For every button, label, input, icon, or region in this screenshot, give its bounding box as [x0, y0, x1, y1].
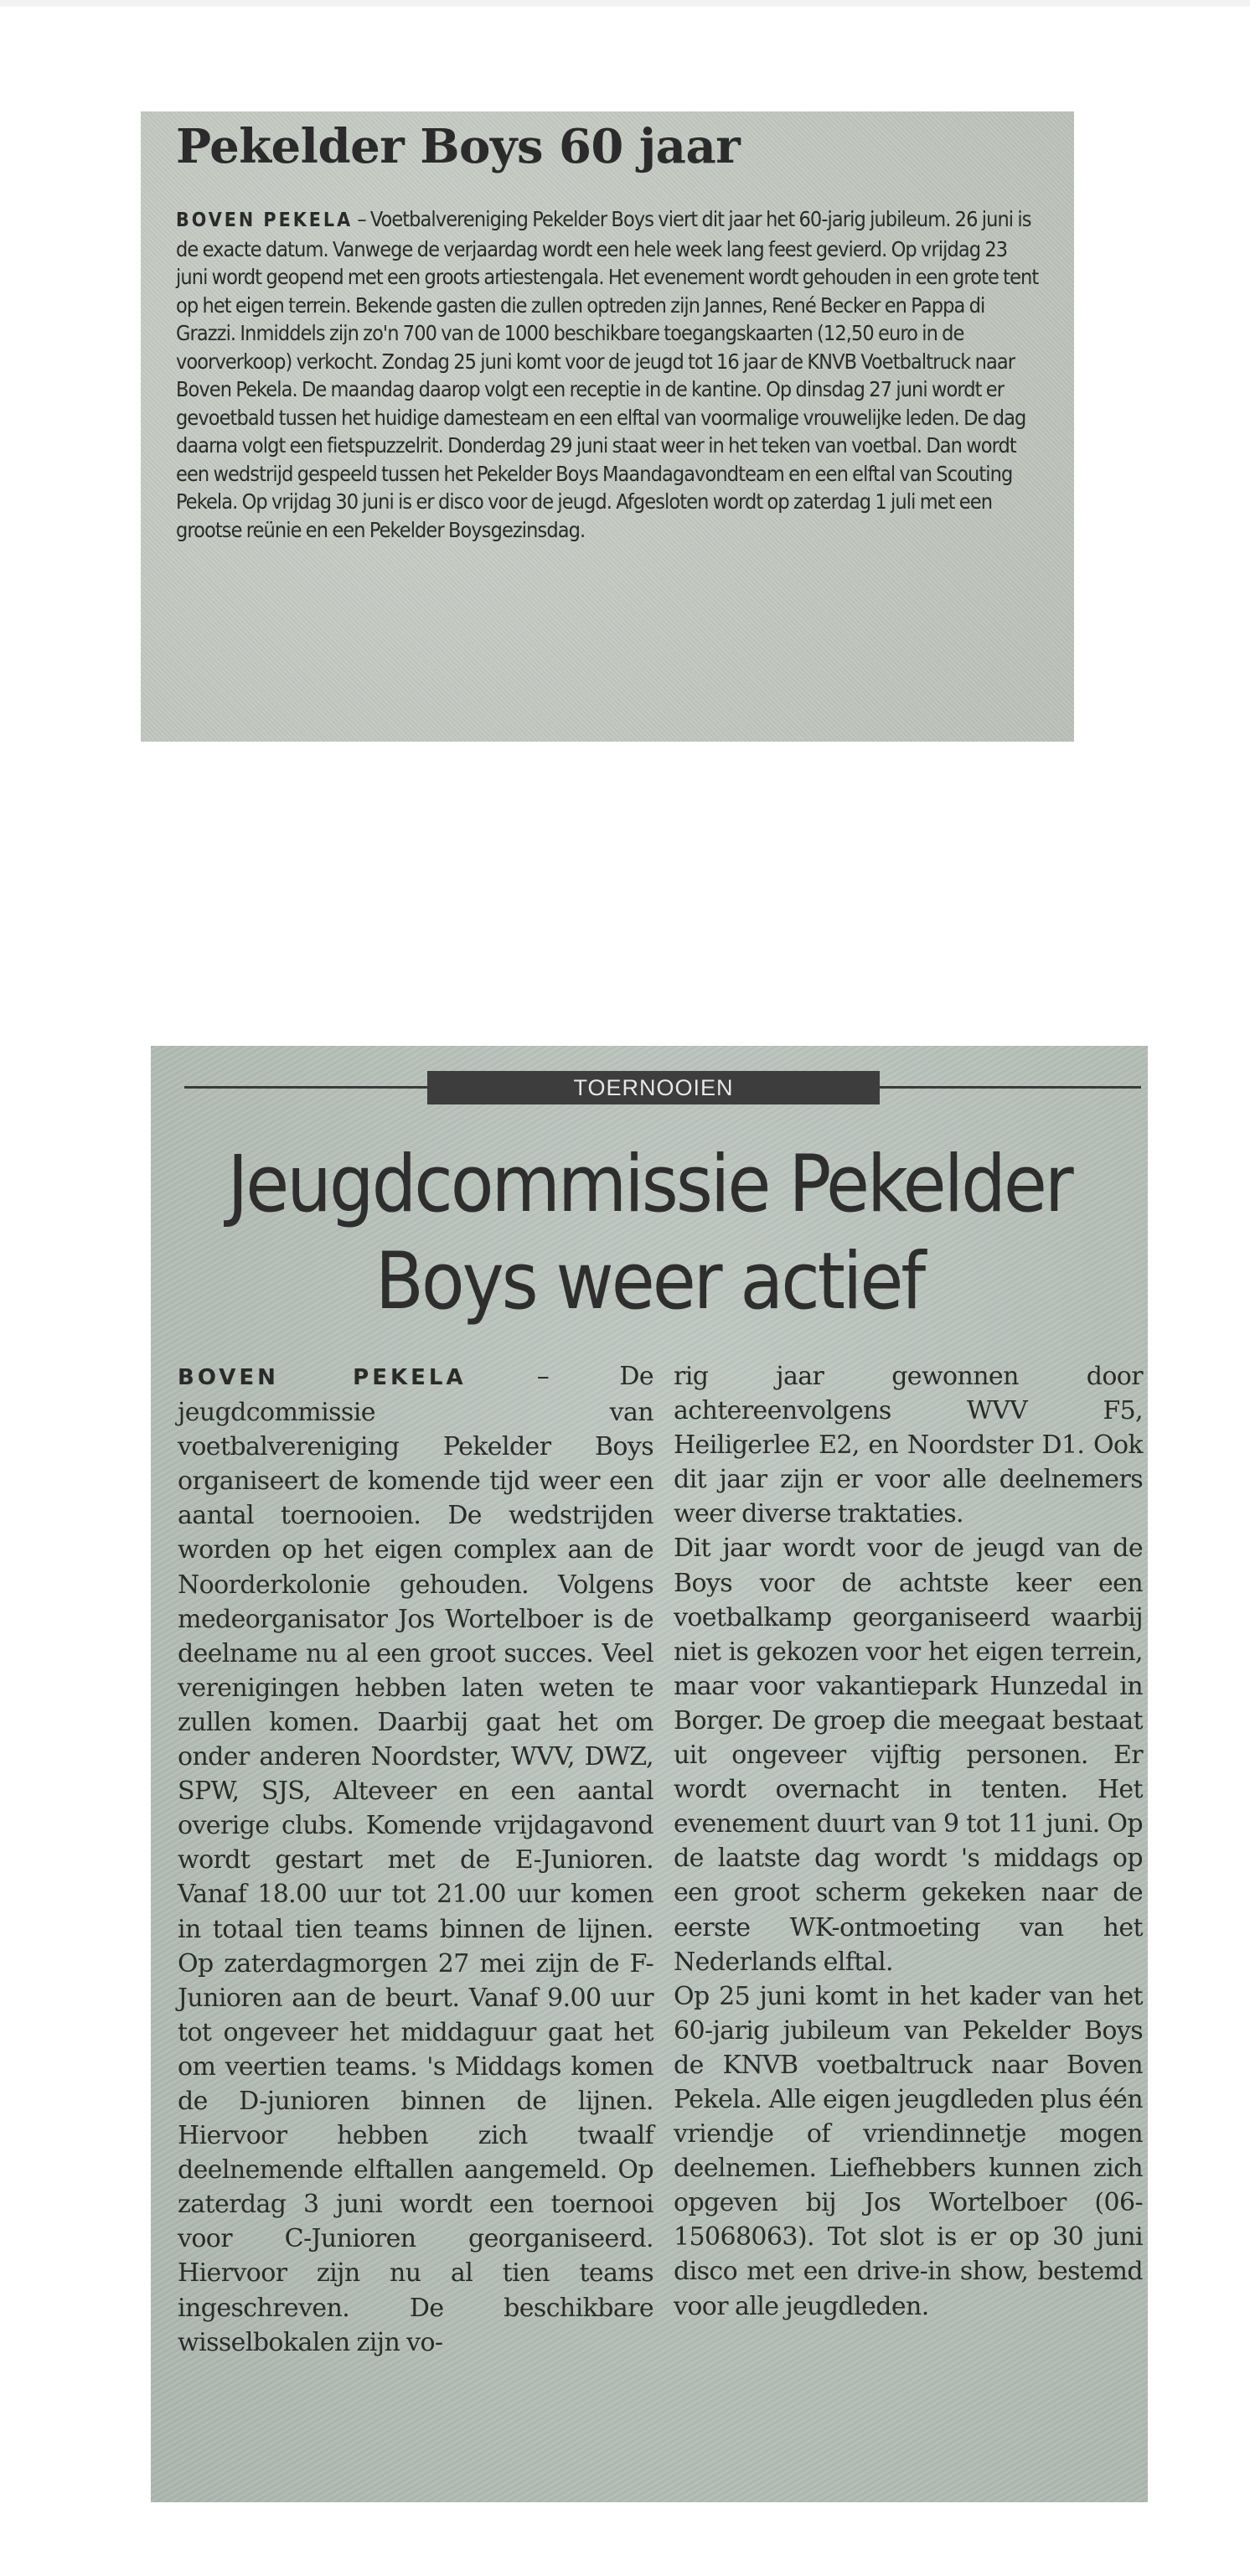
- article-body: [176, 205, 1042, 544]
- newspaper-clipping-youth-committee: [151, 1046, 1148, 2502]
- paragraph-text: – De jeugdcommissie van voetbalvereniging Pekelder Boys organiseert de komende tijd weer een aantal toernooien. De wedstrijden worden op het eigen complex aan de Noorderkolonie gehouden. Volgens medeorganisator Jos Wortelboer is de deelname nu al een groot succes. Veel verenigingen hebben laten weten te zullen komen. Daarbij gaat het om onder anderen Noordster, WVV, DWZ, SPW, SJS, Alteveer en een aantal overige clubs. Komende vrijdagavond wordt gestart met de E-Junioren. Vanaf 18.00 uur tot 21.00 uur komen in totaal tien teams binnen de lijnen. Op zaterdagmorgen 27 mei zijn de F-Junioren aan de beurt. Vanaf 9.00 uur tot ongeveer het middaguur gaat het om veertien teams. 's Middags komen de D-junioren binnen de lijnen. Hiervoor hebben zich twaalf deelnemende elftallen aangemeld. Op zaterdag 3 juni wordt een toernooi voor C-Junioren georganiseerd. Hiervoor zijn nu al tien teams ingeschreven. De beschikbare wisselbokalen zijn vo-: [178, 1362, 653, 2357]
- rubric-rule-right: [880, 1086, 1141, 1089]
- headline-line-1: Jeugdcommissie Pekelder: [227, 1139, 1072, 1230]
- newspaper-clipping-anniversary: [141, 111, 1074, 742]
- article-headline: [151, 1136, 1148, 1331]
- rubric-label: TOERNOOIEN: [427, 1071, 880, 1104]
- article-headline: Pekelder Boys 60 jaar: [176, 119, 741, 174]
- paragraph: Op 25 juni komt in het kader van het 60-jarig jubileum van Pekelder Boys de KNVB voetbaltruck naar Boven Pekela. Alle eigen jeugdleden plus één vriendje of vriendinnetje mogen deelnemen. Liefhebbers kunnen zich opgeven bij Jos Wortelboer (06-15068063). Tot slot is er op 30 juni disco met een drive-in show, bestemd voor alle jeugdleden.: [674, 1981, 1143, 2321]
- headline-line-2: Boys weer actief: [374, 1236, 924, 1327]
- paragraph: Dit jaar wordt voor de jeugd van de Boys voor de achtste keer een voetbalkamp georganiseerd waarbij niet is gekozen voor het eigen terrein, maar voor vakantiepark Hunzedal in Borger. De groep die meegaat bestaat uit ongeveer vijftig personen. Er wordt overnacht in tenten. Het evenement duurt van 9 tot 11 juni. Op de laatste dag wordt 's middags op een groot scherm gekeken naar de eerste WK-ontmoeting van het Nederlands elftal.: [674, 1534, 1143, 1977]
- paragraph: rig jaar gewonnen door achtereenvolgens WVV F5, Heiligerlee E2, en Noordster D1. Ook dit jaar zijn er voor alle deelnemers weer diverse traktaties.: [674, 1362, 1143, 1529]
- paragraph: [178, 1359, 653, 2360]
- article-dateline: BOVEN PEKELA: [178, 1365, 467, 1390]
- scan-top-edge: [0, 0, 1250, 7]
- article-column-left: [178, 1359, 653, 2360]
- article-dateline: BOVEN PEKELA: [176, 209, 354, 231]
- article-column-right: [674, 1359, 1143, 2324]
- rubric-rule-left: [184, 1086, 461, 1089]
- article-text: – Voetbalvereniging Pekelder Boys viert dit jaar het 60-jarig jubileum. 26 juni is de exacte datum. Vanwege de verjaardag wordt een hele week lang feest gevierd. Op vrijdag 23 juni wordt geopend met een groots artiestengala. Het evenement wordt gehouden in een grote tent op het eigen terrein. Bekende gasten die zullen optreden zijn Jannes, René Becker en Pappa di Grazzi. Inmiddels zijn zo'n 700 van de 1000 beschikbare toegangskaarten (12,50 euro in de voorverkoop) verkocht. Zondag 25 juni komt voor de jeugd tot 16 jaar de KNVB Voetbaltruck naar Boven Pekela. De maandag daarop volgt een receptie in de kantine. Op dinsdag 27 juni wordt er gevoetbald tussen het huidige damesteam en een elftal van voormalige vrouwelijke leden. De dag daarna volgt een fietspuzzelrit. Donderdag 29 juni staat weer in het teken van voetbal. Dan wordt een wedstrijd gespeeld tussen het Pekelder Boys Maandagavondteam en een elftal van Scouting Pekela. Op vrijdag 30 juni is er disco voor de jeugd. Afgesloten wordt op zaterdag 1 juli met een grootse reünie en een Pekelder Boysgezinsdag.: [176, 207, 1039, 542]
